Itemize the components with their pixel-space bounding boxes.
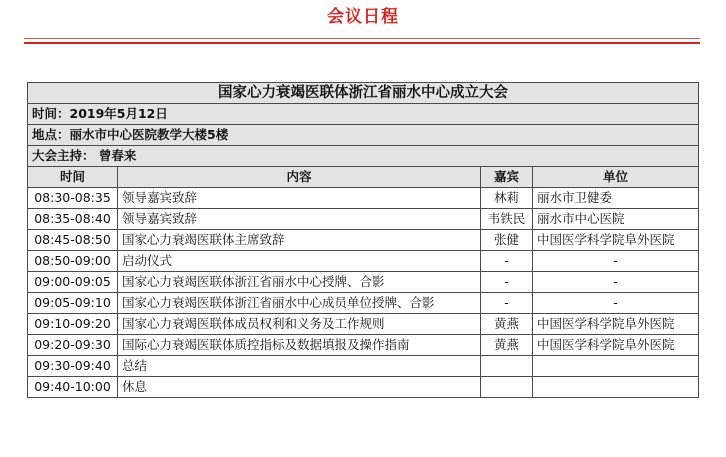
table-row [28,293,699,314]
row-guest [481,377,533,398]
row-content: 国家心力衰竭医联体浙江省丽水中心成员单位授牌、合影 [118,293,481,314]
row-unit: 丽水市卫健委 [533,188,699,209]
column-header-unit: 单位 [533,167,699,188]
row-time: 09:05-09:10 [28,293,118,314]
meeting-title-row [28,83,699,104]
row-content: 领导嘉宾致辞 [118,188,481,209]
row-guest: - [481,293,533,314]
column-header-guest: 嘉宾 [481,167,533,188]
table-row [28,272,699,293]
row-unit [533,377,699,398]
row-unit: - [533,272,699,293]
row-time: 09:20-09:30 [28,335,118,356]
table-row [28,377,699,398]
page-heading: 会议日程 [327,7,399,27]
meeting-time-row [28,104,699,125]
table-row [28,356,699,377]
row-unit: - [533,251,699,272]
table-row [28,188,699,209]
row-content: 国家心力衰竭医联体成员权利和义务及工作规则 [118,314,481,335]
table-row [28,251,699,272]
row-content: 总结 [118,356,481,377]
column-header-time: 时间 [28,167,118,188]
row-unit: 丽水市中心医院 [533,209,699,230]
heading-divider-thin [24,38,700,39]
meeting-location: 地点：丽水市中心医院教学大楼5楼 [28,125,699,146]
row-time: 09:40-10:00 [28,377,118,398]
table-row [28,230,699,251]
table-row [28,209,699,230]
schedule-table [27,82,699,398]
row-unit: 中国医学科学院阜外医院 [533,335,699,356]
row-guest: 张健 [481,230,533,251]
meeting-host-row [28,146,699,167]
row-guest: 韦铁民 [481,209,533,230]
row-content: 休息 [118,377,481,398]
table-row [28,314,699,335]
row-content: 国家心力衰竭医联体浙江省丽水中心授牌、合影 [118,272,481,293]
row-time: 08:35-08:40 [28,209,118,230]
row-guest: 黄燕 [481,314,533,335]
table-row [28,335,699,356]
row-unit: 中国医学科学院阜外医院 [533,230,699,251]
row-guest: 林莉 [481,188,533,209]
row-time: 08:50-09:00 [28,251,118,272]
meeting-title: 国家心力衰竭医联体浙江省丽水中心成立大会 [28,83,699,104]
row-guest [481,356,533,377]
row-content: 国家心力衰竭医联体主席致辞 [118,230,481,251]
column-header-content: 内容 [118,167,481,188]
meeting-location-row [28,125,699,146]
row-guest: - [481,251,533,272]
row-content: 启动仪式 [118,251,481,272]
row-content: 领导嘉宾致辞 [118,209,481,230]
row-time: 09:30-09:40 [28,356,118,377]
row-content: 国际心力衰竭医联体质控指标及数据填报及操作指南 [118,335,481,356]
column-header-row [28,167,699,188]
row-guest: 黄燕 [481,335,533,356]
row-unit: - [533,293,699,314]
row-time: 08:30-08:35 [28,188,118,209]
row-guest: - [481,272,533,293]
meeting-host: 大会主持： 曾春来 [28,146,699,167]
meeting-time: 时间：2019年5月12日 [28,104,699,125]
row-time: 09:00-09:05 [28,272,118,293]
row-unit: 中国医学科学院阜外医院 [533,314,699,335]
heading-divider-thick [24,42,700,44]
row-unit [533,356,699,377]
row-time: 08:45-08:50 [28,230,118,251]
row-time: 09:10-09:20 [28,314,118,335]
